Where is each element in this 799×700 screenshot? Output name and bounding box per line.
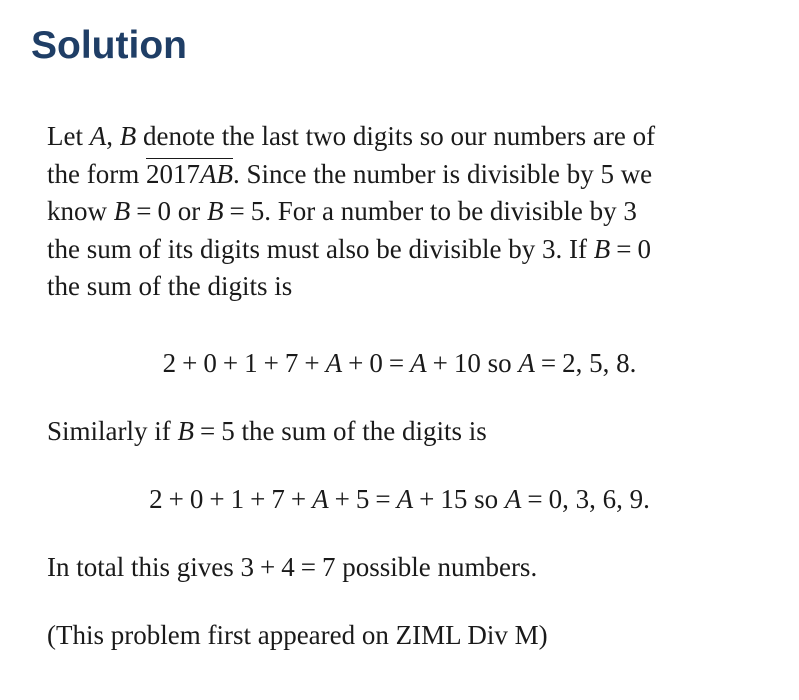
variable-b: B (177, 416, 194, 446)
equals-sign: = (540, 348, 557, 378)
number: 3 (240, 552, 254, 582)
plus-sign: + (432, 348, 448, 378)
digit: 0 (189, 484, 204, 514)
solution-paragraph-intro (47, 118, 655, 306)
digit: 7 (284, 348, 299, 378)
plus-sign: + (222, 348, 239, 378)
equals-sign: = (300, 552, 316, 582)
variable-b: B (119, 121, 137, 151)
text: 0 (637, 233, 651, 264)
variable-a: A (199, 158, 217, 189)
text: In total this gives (47, 552, 241, 582)
plus-sign: + (419, 484, 435, 514)
digit: 1 (244, 348, 258, 378)
variable-a: A (504, 484, 522, 514)
plus-sign: + (348, 348, 364, 378)
text: . Since the number is divisible by 5 we (232, 158, 653, 189)
plus-sign: + (290, 484, 307, 514)
plus-sign: + (334, 484, 350, 514)
solution-paragraph-total (47, 549, 537, 587)
number: 10 (453, 348, 481, 378)
text: know (47, 196, 114, 226)
text: so (474, 484, 499, 514)
number: 4 (281, 552, 295, 582)
text: Similarly if (47, 416, 178, 446)
equation-b-zero (0, 345, 799, 382)
solution-values: 0, 3, 6, 9. (548, 484, 650, 514)
variable-a: A (410, 348, 427, 378)
digit: 7 (271, 484, 285, 514)
equals-sign: = (527, 484, 543, 514)
text: , (106, 121, 120, 151)
text: the sum of its digits must also be divisible by 3. If (47, 233, 594, 264)
plus-sign: + (304, 348, 320, 378)
number: 7 (321, 552, 336, 582)
plus-sign: + (250, 484, 266, 514)
overlined-number (146, 158, 233, 188)
text: 5 the sum of the digits is (221, 416, 487, 446)
text: 5. For a number to be divisible by 3 (250, 196, 637, 226)
text-line (47, 234, 651, 264)
text-line (47, 196, 637, 226)
digit: 1 (230, 484, 245, 514)
variable-b: B (593, 233, 611, 264)
equals-sign: = (616, 233, 632, 264)
text: 0 or (157, 196, 207, 226)
digit: 5 (355, 484, 370, 514)
equals-sign: = (388, 348, 405, 378)
solution-heading: Solution (31, 24, 187, 67)
variable-a: A (312, 484, 329, 514)
digit: 2 (149, 484, 163, 514)
plus-sign: + (182, 348, 198, 378)
variable-a: A (518, 348, 535, 378)
equation-b-five (0, 481, 799, 518)
number-text: 2017 (145, 158, 200, 189)
number: 15 (440, 484, 468, 514)
text-line (47, 159, 652, 189)
text: possible numbers. (335, 552, 538, 582)
variable-b: B (216, 158, 233, 189)
plus-sign: + (209, 484, 225, 514)
text: denote the last two digits so our numbers are of (136, 121, 656, 151)
equals-sign: = (200, 416, 216, 446)
source-note: (This problem first appeared on ZIML Div M) (47, 620, 548, 650)
plus-sign: + (263, 348, 279, 378)
text: Let (47, 121, 90, 151)
variable-a: A (325, 348, 343, 378)
equals-sign: = (375, 484, 391, 514)
digit: 0 (203, 348, 217, 378)
text: the form (47, 158, 146, 189)
variable-a: A (89, 121, 107, 151)
variable-b: B (113, 196, 131, 226)
digit: 0 (369, 348, 383, 378)
plus-sign: + (259, 552, 276, 582)
plus-sign: + (168, 484, 184, 514)
text-line (47, 121, 655, 151)
text-line: the sum of the digits is (47, 271, 293, 301)
equals-sign: = (136, 196, 152, 226)
text: so (487, 348, 512, 378)
digit: 2 (162, 348, 177, 378)
variable-b: B (206, 196, 224, 226)
variable-a: A (396, 484, 414, 514)
solution-values: 2, 5, 8. (562, 348, 637, 378)
solution-paragraph-b-five (47, 413, 487, 451)
equals-sign: = (229, 196, 245, 226)
